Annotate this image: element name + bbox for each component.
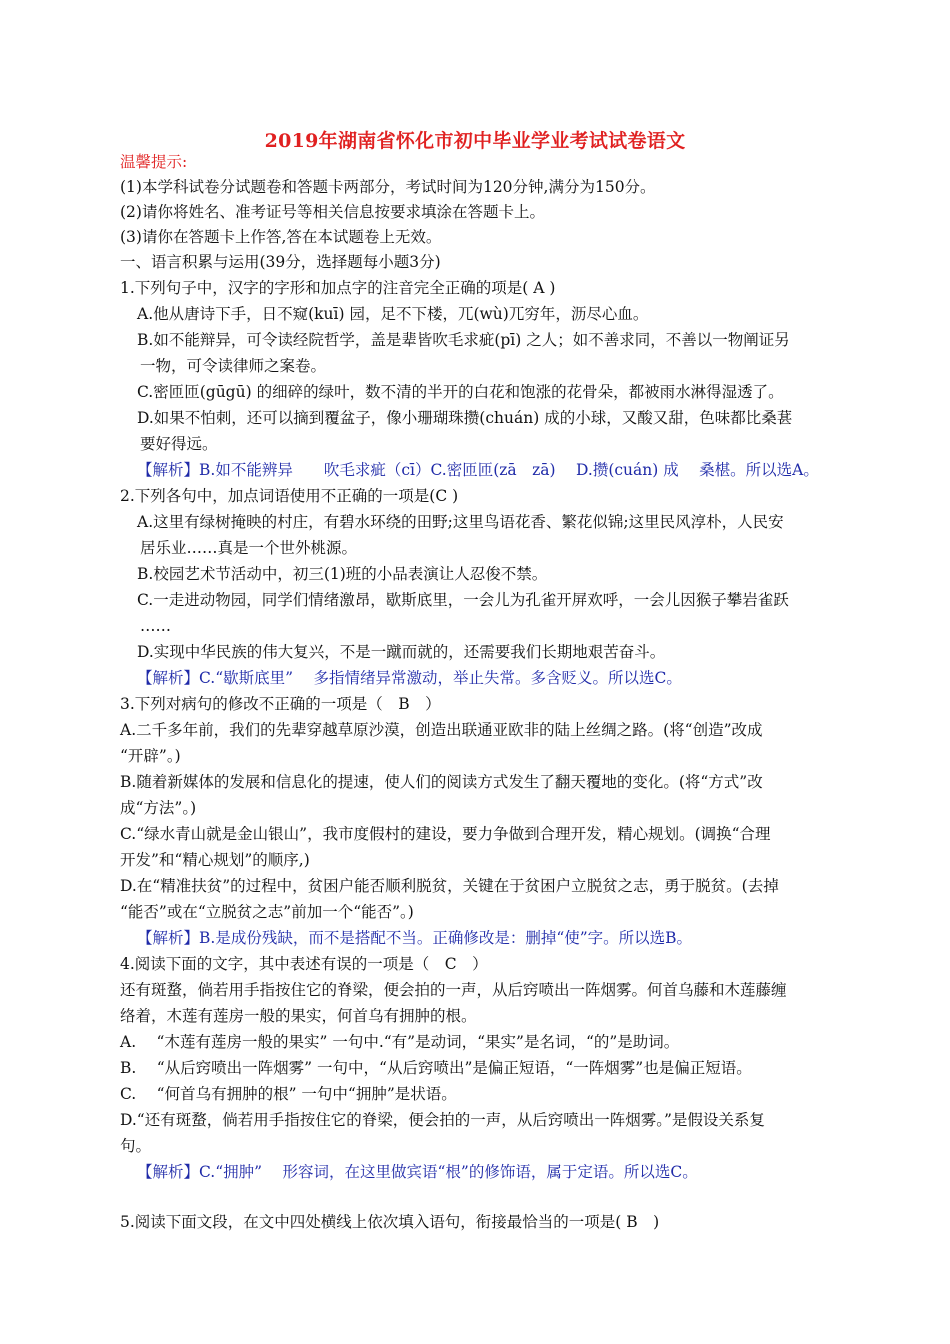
q5-stem: 5.阅读下面文段，在文中四处横线上依次填入语句，衔接最恰当的一项是( B ) [120,1213,660,1231]
q1-option-d-cont: 要好得远。 [140,435,218,453]
q1-option-b-cont: 一物，可令读律师之案卷。 [140,357,327,375]
spacer [120,1185,840,1209]
tip-3: (3)请你在答题卡上作答,答在本试题卷上无效。 [120,228,442,246]
q1-option-b: B.如不能辩异，可令读经院哲学，盖是辈皆吹毛求疵(pī) 之人；如不善求同，不善以一物阐证另 [137,331,790,349]
q1-option-a: A.他从唐诗下手，日不窥(kuī) 园，足不下楼，兀(wù)兀穷年，沥尽心血。 [137,305,649,323]
tips-label: 温馨提示: [120,153,188,171]
q2-option-c: C.一走进动物园，同学们情绪激昂，歇斯底里，一会儿为孔雀开屏欢呼，一会儿因猴子攀岩雀跃 [137,591,789,609]
q2-option-a: A.这里有绿树掩映的村庄，有碧水环绕的田野;这里鸟语花香、繁花似锦;这里民风淳朴，人民安 [137,513,784,531]
q1-option-c: C.密匝匝(gūgū) 的细碎的绿叶，数不清的半开的白花和饱涨的花骨朵，都被雨水淋得湿透了。 [137,383,784,401]
q3-option-b-cont: 成“方法”。) [120,799,197,817]
q4-passage: 还有斑蝥，倘若用手指按住它的脊梁，便会拍的一声，从后窍喷出一阵烟雾。何首乌藤和木莲藤缠 [120,981,787,999]
q4-option-a: A. “木莲有莲房一般的果实” 一句中.“有”是动词，“果实”是名词，“的”是助词。 [120,1033,680,1051]
exam-content [120,150,840,1235]
q1-stem: 1.下列句子中，汉字的字形和加点字的注音完全正确的项是( A ) [120,279,556,297]
q2-option-c-cont: …… [140,617,171,635]
q4-analysis: 【解析】C.“拥肿” 形容词，在这里做宾语“根”的修饰语，属于定语。所以选C。 [137,1163,698,1181]
q4-option-b: B. “从后窍喷出一阵烟雾” 一句中，“从后窍喷出”是偏正短语，“一阵烟雾”也是偏正短语。 [120,1059,752,1077]
q3-option-d-cont: “能否”或在“立脱贫之志”前加一个“能否”。) [120,903,414,921]
q2-analysis: 【解析】C.“歇斯底里” 多指情绪异常激动，举止失常。多含贬义。所以选C。 [137,669,682,687]
q2-option-b: B.校园艺术节活动中，初三(1)班的小品表演让人忍俊不禁。 [137,565,548,583]
q3-option-d: D.在“精准扶贫”的过程中，贫困户能否顺利脱贫，关键在于贫困户立脱贫之志，勇于脱贫。(去掉 [120,877,779,895]
q2-option-a-cont: 居乐业……真是一个世外桃源。 [140,539,358,557]
q1-option-d: D.如果不怕刺，还可以摘到覆盆子，像小珊瑚珠攒(chuán) 成的小球，又酸又甜，色味都比桑葚 [137,409,793,427]
tip-2: (2)请你将姓名、准考证号等相关信息按要求填涂在答题卡上。 [120,203,545,221]
q4-option-c: C. “何首乌有拥肿的根” 一句中“拥肿”是状语。 [120,1085,457,1103]
q3-option-a-cont: “开辟”。) [120,747,181,765]
q3-analysis: 【解析】B.是成份残缺，而不是搭配不当。正确修改是：删掉“使”字。所以选B。 [137,929,693,947]
q4-stem: 4.阅读下面的文字，其中表述有误的一项是（ C ） [120,955,488,973]
q3-option-c-cont: 开发”和“精心规划”的顺序,) [120,851,310,869]
q3-option-b: B.随着新媒体的发展和信息化的提速，使人们的阅读方式发生了翻天覆地的变化。(将“方式”改 [120,773,763,791]
q4-option-d-cont: 句。 [120,1137,152,1155]
q3-option-a: A.二千多年前，我们的先辈穿越草原沙漠，创造出联通亚欧非的陆上丝绸之路。(将“创造”改成 [120,721,763,739]
q4-passage-cont: 络着，木莲有莲房一般的果实，何首乌有拥肿的根。 [120,1007,477,1025]
tip-1: (1)本学科试卷分试题卷和答题卡两部分，考试时间为120分钟,满分为150分。 [120,178,656,196]
q4-option-d: D.“还有斑蝥，倘若用手指按住它的脊梁，便会拍的一声，从后窍喷出一阵烟雾。”是假设关系复 [120,1111,765,1129]
page-title: 2019年湖南省怀化市初中毕业学业考试试卷语文 [264,130,686,152]
q3-stem: 3.下列对病句的修改不正确的一项是（ B ） [120,695,441,713]
q2-stem: 2.下列各句中，加点词语使用不正确的一项是(C ) [120,487,459,505]
q3-option-c: C.“绿水青山就是金山银山”，我市度假村的建设，要力争做到合理开发，精心规划。(调换“合理 [120,825,771,843]
q2-option-d: D.实现中华民族的伟大复兴，不是一蹴而就的，还需要我们长期地艰苦奋斗。 [137,643,666,661]
q1-analysis: 【解析】B.如不能辨异 吹毛求疵（cī）C.密匝匝(zā zā) D.攒(cuán) 成 桑椹。所以选A。 [137,461,819,479]
section-heading: 一、语言积累与运用(39分，选择题每小题3分) [120,253,441,271]
